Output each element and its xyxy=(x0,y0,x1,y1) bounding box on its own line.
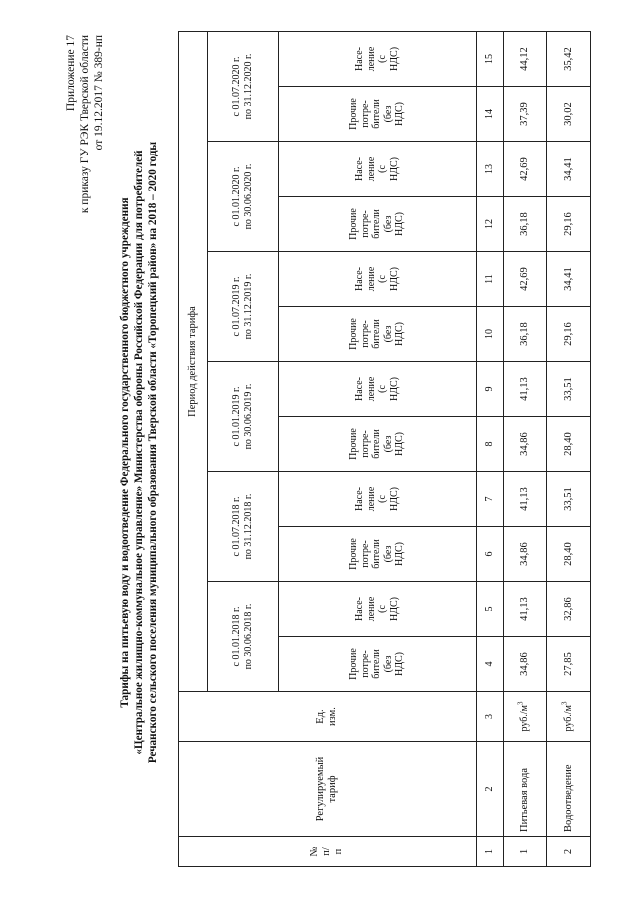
column-number: 6 xyxy=(476,527,503,582)
tariff-value: 44,12 xyxy=(503,31,547,86)
tariff-value: 34,41 xyxy=(547,142,591,197)
subheader-other: Прочие потре- бители (без НДС) xyxy=(278,307,476,362)
tariff-value: 42,69 xyxy=(503,142,547,197)
header-number: № п/ п xyxy=(179,837,477,867)
tariff-value: 42,69 xyxy=(503,252,547,307)
tariff-value: 41,13 xyxy=(503,582,547,637)
tariff-value: 29,16 xyxy=(547,307,591,362)
tariff-value: 37,39 xyxy=(503,87,547,142)
row-unit: $руб./м^3$ xyxy=(547,692,591,742)
subheader-other: Прочие потре- бители (без НДС) xyxy=(278,87,476,142)
tariff-value: 35,42 xyxy=(547,31,591,86)
tariff-value: 28,40 xyxy=(547,527,591,582)
subheader-population: Насе- ление (с НДС) xyxy=(278,142,476,197)
subheader-population: Насе- ление (с НДС) xyxy=(278,472,476,527)
subheader-other: Прочие потре- бители (без НДС) xyxy=(278,417,476,472)
column-number: 1 xyxy=(476,837,503,867)
column-number-row xyxy=(476,31,503,866)
subheader-population: Насе- ление (с НДС) xyxy=(278,252,476,307)
table-row xyxy=(547,31,591,866)
appendix-note xyxy=(64,35,106,215)
period-2018-h1: с 01.01.2018 г. по 30.06.2018 г. xyxy=(208,582,279,692)
header-tariff: Регулируемый тариф xyxy=(179,742,477,837)
period-2018-h2: с 01.07.2018 г. по 31.12.2018 г. xyxy=(208,472,279,582)
tariff-value: 33,51 xyxy=(547,472,591,527)
column-number: 5 xyxy=(476,582,503,637)
tariff-value: 34,86 xyxy=(503,417,547,472)
tariff-value: 32,86 xyxy=(547,582,591,637)
column-number: 2 xyxy=(476,742,503,837)
column-number: 4 xyxy=(476,637,503,692)
tariff-value: 33,51 xyxy=(547,362,591,417)
appendix-line-2: к приказу ГУ РЭК Тверской области xyxy=(79,35,91,214)
tariff-value: 27,85 xyxy=(547,637,591,692)
appendix-line-3: от 19.12.2017 № 389-нп xyxy=(93,35,105,151)
tariff-value: 29,16 xyxy=(547,197,591,252)
subheader-population: Насе- ление (с НДС) xyxy=(278,362,476,417)
tariff-value: 28,40 xyxy=(547,417,591,472)
tariff-value: 34,41 xyxy=(547,252,591,307)
table-row xyxy=(503,31,547,866)
header-unit: Ед. изм. xyxy=(179,692,477,742)
title-line-3: Речанского сельского поселения муниципального образования Тверской области «Торопецкий район» на 2018 – 2020 годы xyxy=(147,141,159,764)
row-number: 1 xyxy=(503,837,547,867)
period-2019-h2: с 01.07.2019 г. по 31.12.2019 г. xyxy=(208,252,279,362)
row-tariff-name: Питьевая вода xyxy=(503,742,547,837)
row-tariff-name: Водоотведение xyxy=(547,742,591,837)
subheader-other: Прочие потре- бители (без НДС) xyxy=(278,637,476,692)
column-number: 12 xyxy=(476,197,503,252)
column-number: 3 xyxy=(476,692,503,742)
header-period: Период действия тарифа xyxy=(179,31,208,691)
tariff-value: 34,86 xyxy=(503,637,547,692)
tariff-value: 41,13 xyxy=(503,362,547,417)
column-number: 7 xyxy=(476,472,503,527)
title-line-1: Тарифы на питьевую воду и водоотведение Федерального государственного бюджетного учреждения xyxy=(119,197,131,708)
column-number: 15 xyxy=(476,31,503,86)
subheader-other: Прочие потре- бители (без НДС) xyxy=(278,527,476,582)
row-number: 2 xyxy=(547,837,591,867)
row-unit: $руб./м^3$ xyxy=(503,692,547,742)
period-2019-h1: с 01.01.2019 г. по 30.06.2019 г. xyxy=(208,362,279,472)
subheader-other: Прочие потре- бители (без НДС) xyxy=(278,197,476,252)
tariff-value: 36,18 xyxy=(503,307,547,362)
title-line-2: «Центральное жилищно-коммунальное управление» Министерства обороны Российской Федерации для потребителей xyxy=(133,150,145,755)
column-number: 10 xyxy=(476,307,503,362)
tariff-value: 41,13 xyxy=(503,472,547,527)
tariff-value: 36,18 xyxy=(503,197,547,252)
period-2020-h2: с 01.07.2020 г. по 31.12.2020 г. xyxy=(208,31,279,141)
column-number: 13 xyxy=(476,142,503,197)
column-number: 9 xyxy=(476,362,503,417)
column-number: 14 xyxy=(476,87,503,142)
document-title xyxy=(118,40,160,865)
tariff-value: 30,02 xyxy=(547,87,591,142)
tariff-value: 34,86 xyxy=(503,527,547,582)
column-number: 11 xyxy=(476,252,503,307)
appendix-line-1: Приложение 17 xyxy=(65,35,77,112)
subheader-population: Насе- ление (с НДС) xyxy=(278,582,476,637)
subheader-population: Насе- ление (с НДС) xyxy=(278,31,476,86)
column-number: 8 xyxy=(476,417,503,472)
tariff-table xyxy=(178,31,591,867)
period-2020-h1: с 01.01.2020 г. по 30.06.2020 г. xyxy=(208,142,279,252)
